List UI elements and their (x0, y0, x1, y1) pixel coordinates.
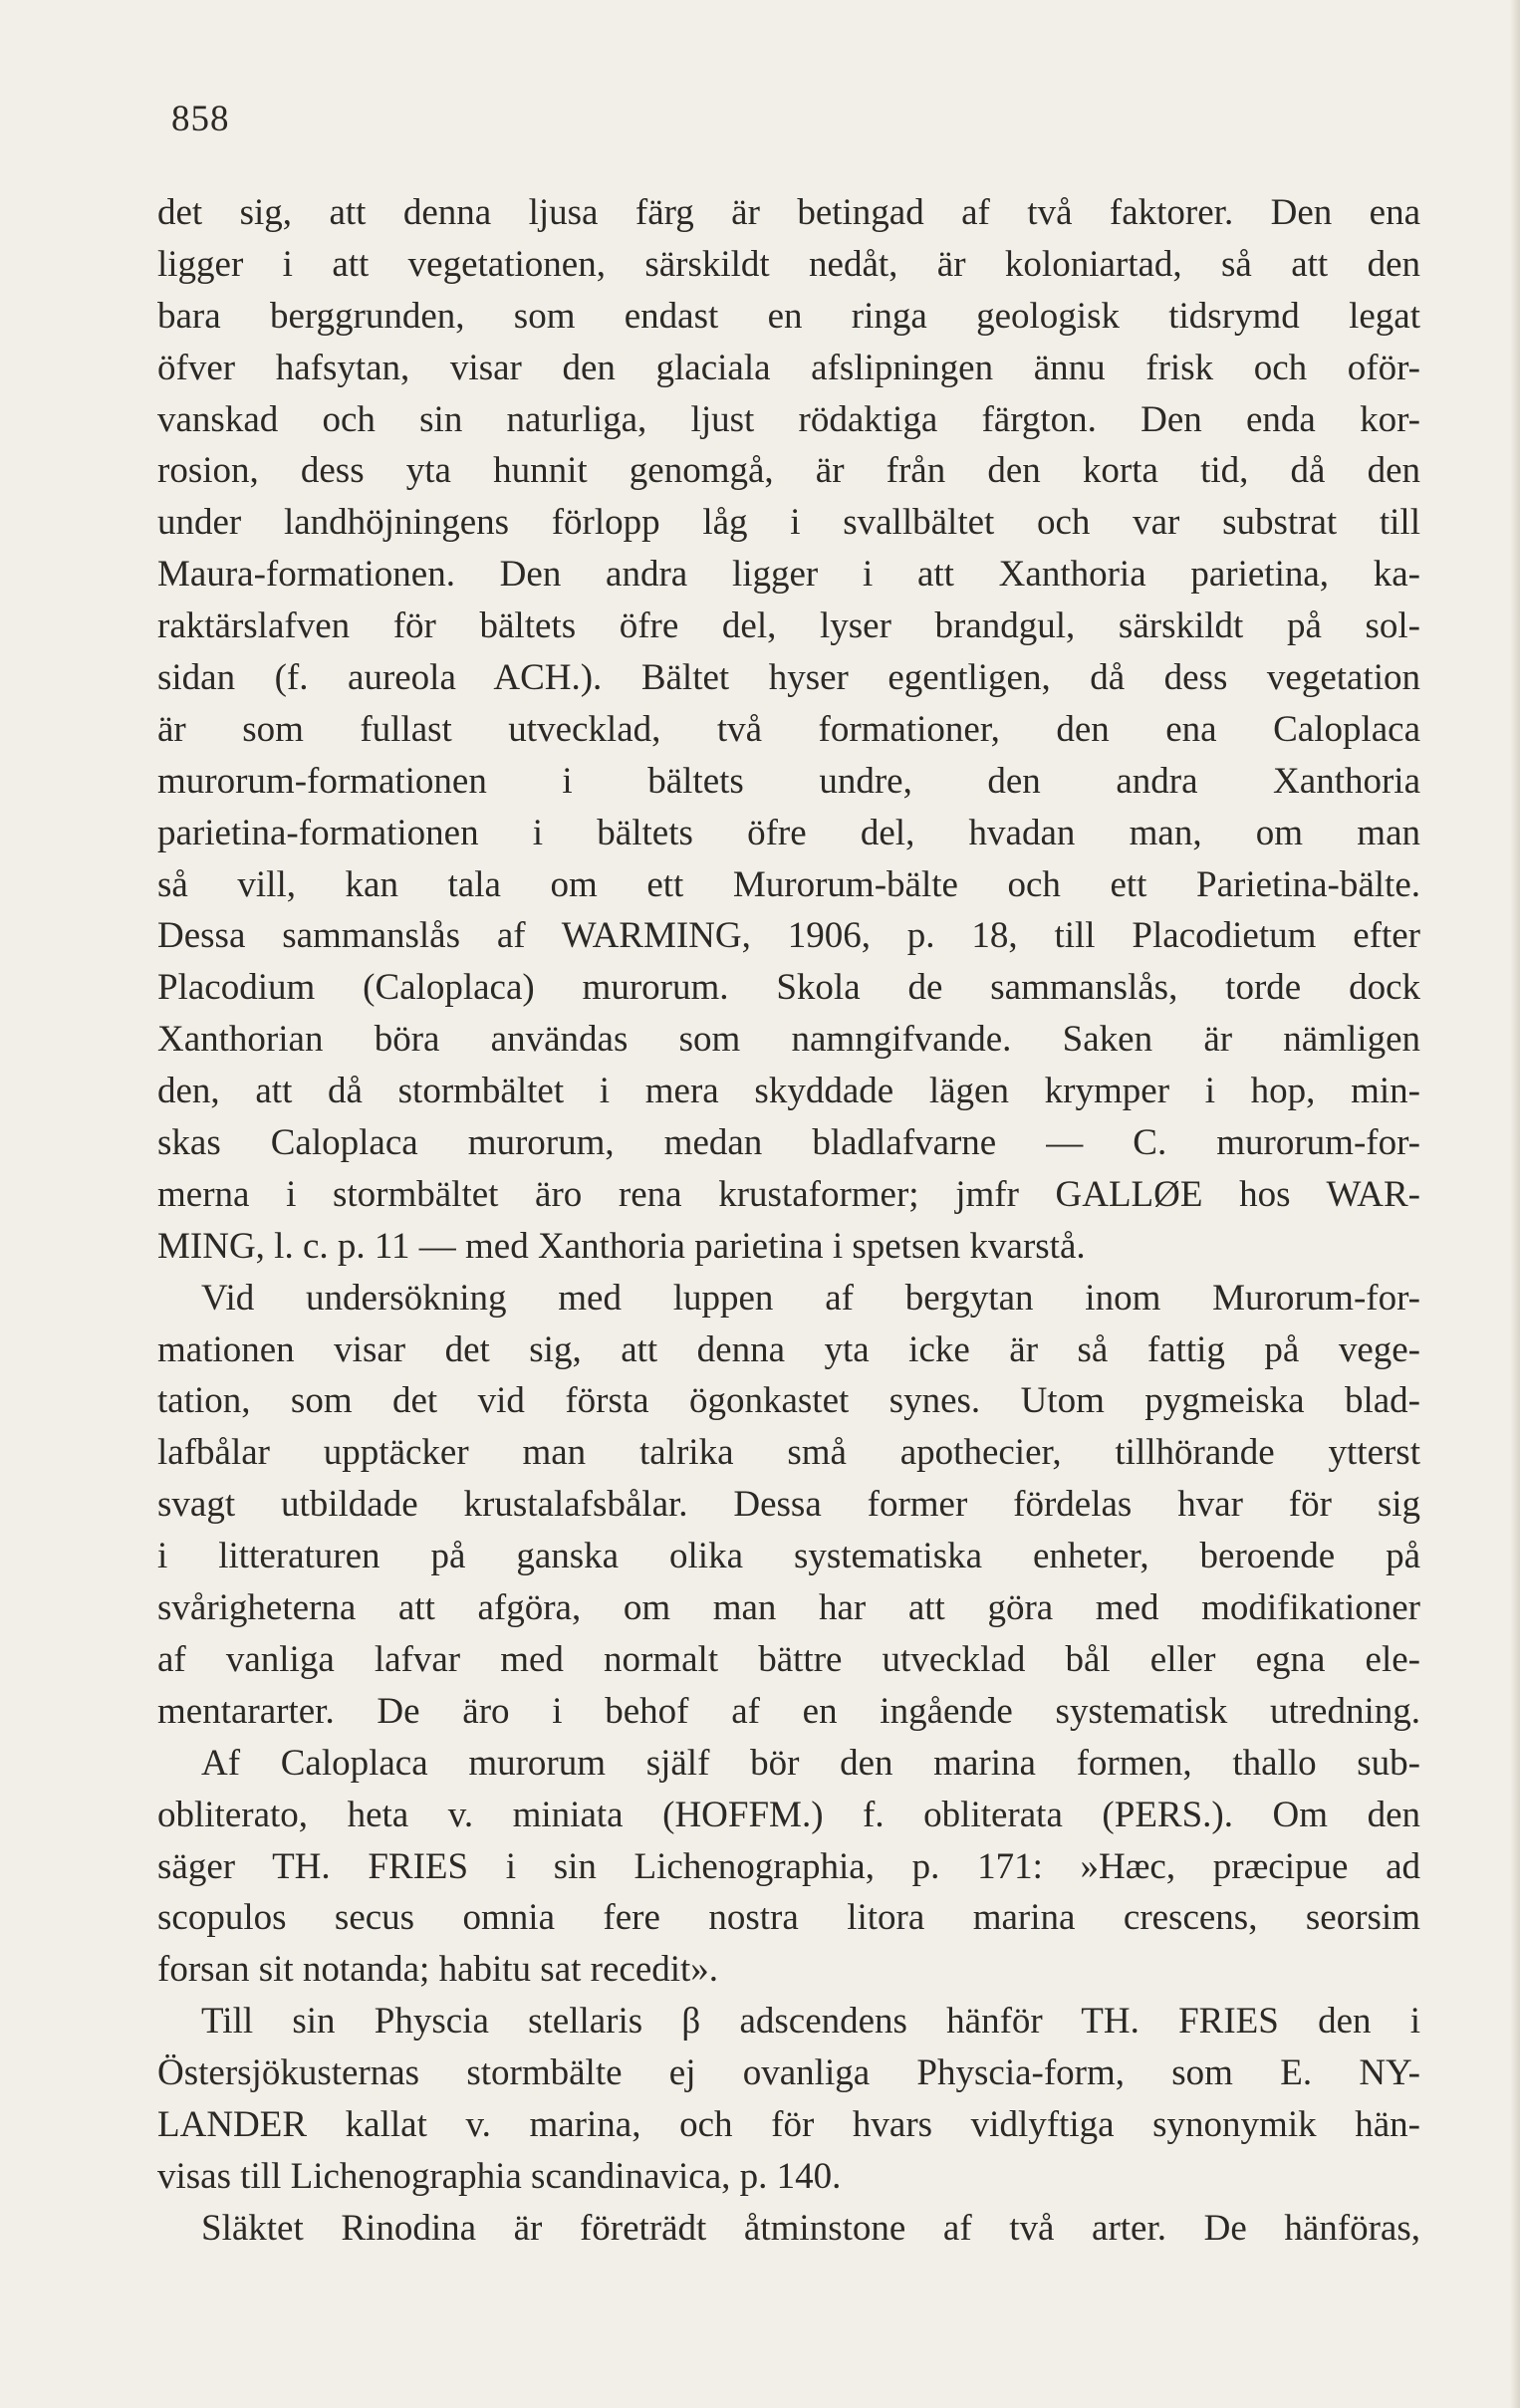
text-line: svårigheterna att afgöra, om man har att göra med modifikationer (157, 1587, 1420, 1629)
text-line: Xanthorian böra användas som namngifvande. Saken är nämligen (157, 1019, 1420, 1061)
text-line: Vid undersökning med luppen af bergytan inom Murorum-for- (201, 1277, 1420, 1319)
text-line: af vanliga lafvar med normalt bättre utvecklad bål eller egna ele- (157, 1638, 1420, 1680)
text-line: så vill, kan tala om ett Murorum-bälte och ett Parietina-bälte. (157, 863, 1420, 905)
text-line: vanskad och sin naturliga, ljust rödaktiga färgton. Den enda kor- (157, 398, 1420, 440)
text-line: sidan (f. aureola ACH.). Bältet hyser egentligen, då dess vegetation (157, 657, 1420, 699)
text-line: scopulos secus omnia fere nostra litora marina crescens, seorsim (157, 1897, 1420, 1939)
text-line: forsan sit notanda; habitu sat recedit». (157, 1949, 719, 1991)
text-line: murorum-formationen i bältets undre, den andra Xanthoria (157, 760, 1420, 802)
text-line: svagt utbildade krustalafsbålar. Dessa former fördelas hvar för sig (157, 1484, 1420, 1526)
page-number: 858 (171, 99, 230, 139)
text-line: Placodium (Caloplaca) murorum. Skola de sammanslås, torde dock (157, 967, 1420, 1009)
text-line: i litteraturen på ganska olika systematiska enheter, beroende på (157, 1536, 1420, 1577)
text-line: under landhöjningens förlopp låg i svallbältet och var substrat till (157, 502, 1420, 544)
body-text (157, 187, 1420, 2255)
page-edge-shadow (1510, 0, 1520, 2408)
text-line: Maura-formationen. Den andra ligger i att Xanthoria parietina, ka- (157, 554, 1420, 596)
text-line: Till sin Physcia stellaris β adscendens hänför TH. FRIES den i (201, 2001, 1420, 2043)
text-line: obliterato, heta v. miniata (HOFFM.) f. obliterata (PERS.). Om den (157, 1794, 1420, 1835)
text-line: ligger i att vegetationen, särskildt nedåt, är koloniartad, så att den (157, 243, 1420, 285)
text-line: MING, l. c. p. 11 — med Xanthoria parietina i spetsen kvarstå. (157, 1225, 1086, 1267)
text-line: lafbålar upptäcker man talrika små apothecier, tillhörande ytterst (157, 1432, 1420, 1474)
text-line: är som fullast utvecklad, två formationer, den ena Caloplaca (157, 708, 1420, 750)
text-line: Släktet Rinodina är företrädt åtminstone af två arter. De hänföras, (201, 2207, 1420, 2249)
text-line: visas till Lichenographia scandinavica, p. 140. (157, 2155, 842, 2197)
text-line: mentararter. De äro i behof af en ingående systematisk utredning. (157, 1690, 1420, 1732)
text-line: bara berggrunden, som endast en ringa geologisk tidsrymd legat (157, 295, 1420, 337)
text-line: LANDER kallat v. marina, och för hvars vidlyftiga synonymik hän- (157, 2103, 1420, 2145)
text-line: skas Caloplaca murorum, medan bladlafvarne — C. murorum-for- (157, 1122, 1420, 1164)
text-line: Af Caloplaca murorum själf bör den marina formen, thallo sub- (201, 1742, 1420, 1784)
text-line: tation, som det vid första ögonkastet synes. Utom pygmeiska blad- (157, 1380, 1420, 1422)
text-line: säger TH. FRIES i sin Lichenographia, p. 171: »Hæc, præcipue ad (157, 1845, 1420, 1887)
text-line: rosion, dess yta hunnit genomgå, är från den korta tid, då den (157, 450, 1420, 492)
text-line: merna i stormbältet äro rena krustaformer; jmfr GALLØE hos WAR- (157, 1173, 1420, 1215)
text-line: öfver hafsytan, visar den glaciala afslipningen ännu frisk och oför- (157, 347, 1420, 388)
text-line: Östersjökusternas stormbälte ej ovanliga Physcia-form, som E. NY- (157, 2052, 1420, 2094)
text-line: Dessa sammanslås af WARMING, 1906, p. 18, till Placodietum efter (157, 915, 1420, 957)
text-line: den, att då stormbältet i mera skyddade lägen krymper i hop, min- (157, 1071, 1420, 1112)
text-line: parietina-formationen i bältets öfre del, hvadan man, om man (157, 812, 1420, 853)
text-line: mationen visar det sig, att denna yta icke är så fattig på vege- (157, 1328, 1420, 1370)
text-line: raktärslafven för bältets öfre del, lyser brandgul, särskildt på sol- (157, 605, 1420, 647)
text-line: det sig, att denna ljusa färg är betingad af två faktorer. Den ena (157, 192, 1420, 233)
